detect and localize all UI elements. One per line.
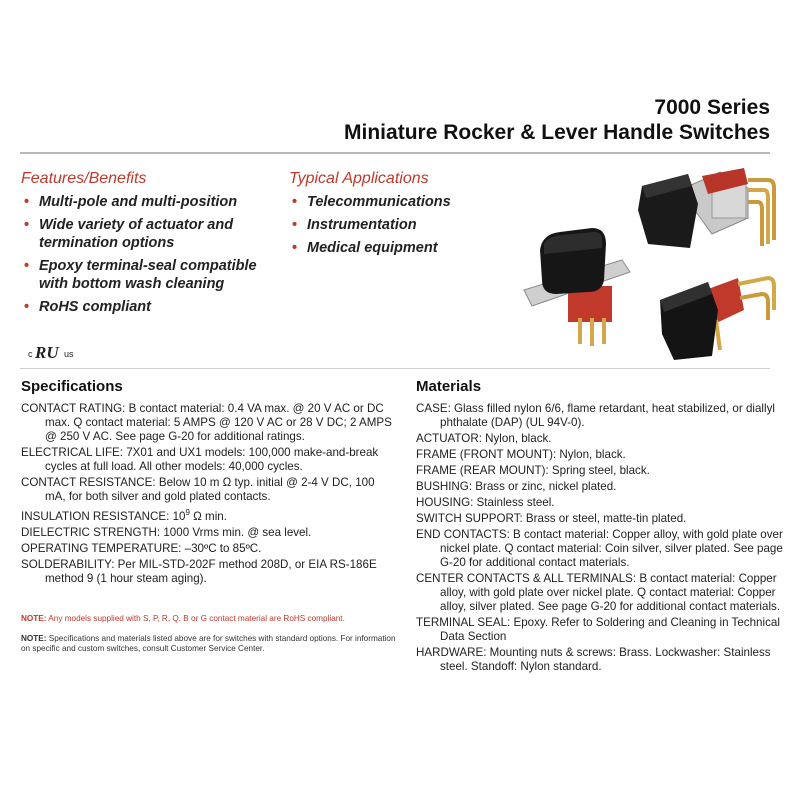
spec-electrical-life: ELECTRICAL LIFE: 7X01 and UX1 models: 100,000 make-and-break cycles at full load. All other models: 40,000 cycles. — [21, 446, 379, 473]
list-item: • RoHS compliant — [24, 299, 151, 315]
specifications-heading: Specifications — [21, 378, 123, 395]
mat-case: CASE: Glass filled nylon 6/6, flame retardant, heat stabilized, or diallyl phthalate (DAP) (UL 94V-0). — [416, 402, 775, 429]
list-item: • Telecommunications — [292, 194, 451, 210]
mat-switch-support: SWITCH SUPPORT: Brass or steel, matte-tin plated. — [416, 512, 687, 525]
spec-operating-temperature: OPERATING TEMPERATURE: –30ºC to 85ºC. — [21, 541, 262, 555]
ul-recognized-icon — [26, 340, 80, 362]
specifications-list — [21, 402, 396, 588]
materials-heading: Materials — [416, 378, 482, 395]
header-divider — [20, 152, 770, 154]
rohs-note: NOTE: Any models supplied with S, P, R, Q, B or G contact material are RoHS compliant. — [21, 614, 345, 623]
spec-contact-resistance: CONTACT RESISTANCE: Below 10 m Ω typ. initial @ 2-4 V DC, 100 mA, for both silver and gold plated contacts. — [21, 476, 375, 503]
cert-c: c — [28, 349, 33, 359]
mat-frame-rear: FRAME (REAR MOUNT): Spring steel, black. — [416, 464, 650, 477]
switch-product-photo — [512, 160, 800, 370]
section-divider — [20, 368, 770, 369]
rocker-switch-c — [660, 278, 774, 360]
spec-solderability: SOLDERABILITY: Per MIL-STD-202F method 208D, or EIA RS-186E method 9 (1 hour steam aging). — [21, 557, 377, 585]
list-item: • Multi-pole and multi-position — [24, 194, 238, 210]
spec-contact-rating: CONTACT RATING: B contact material: 0.4 VA max. @ 20 V AC or DC max. Q contact material: 5 AMPS @ 120 V AC or 28 V DC; 2 AMPS @ 250 V AC. See page G-20 for additional ratings. — [21, 402, 392, 443]
page-title: Miniature Rocker & Lever Handle Switches — [344, 121, 770, 144]
list-item: • Wide variety of actuator and termination options — [24, 217, 234, 251]
rocker-switch-b — [524, 228, 630, 346]
list-item: • Epoxy terminal-seal compatible with bottom wash cleaning — [24, 258, 257, 292]
mat-actuator: ACTUATOR: Nylon, black. — [416, 432, 552, 445]
spec-dielectric-strength: DIELECTRIC STRENGTH: 1000 Vrms min. @ sea level. — [21, 525, 312, 539]
mat-end-contacts: END CONTACTS: B contact material: Copper alloy, with gold plate over nickel plate. Q contact material: Coin silver, silver plated. See page G-20 for additional contact materials. — [416, 528, 783, 569]
applications-heading: Typical Applications — [289, 170, 429, 187]
series-title: 7000 Series — [654, 96, 770, 119]
features-list — [21, 193, 286, 321]
spec-insulation-resistance: INSULATION RESISTANCE: $10^9$ Ω min. — [21, 508, 227, 523]
features-heading: Features/Benefits — [21, 170, 147, 187]
mat-bushing: BUSHING: Brass or zinc, nickel plated. — [416, 480, 617, 493]
materials-list — [416, 402, 796, 676]
cert-ru: RU — [35, 343, 59, 362]
mat-terminal-seal: TERMINAL SEAL: Epoxy. Refer to Soldering and Cleaning in Technical Data Section — [416, 616, 780, 643]
mat-hardware: HARDWARE: Mounting nuts & screws: Brass. Lockwasher: Stainless steel. Standoff: Nylon standard. — [416, 646, 771, 673]
mat-housing: HOUSING: Stainless steel. — [416, 496, 555, 509]
list-item: • Medical equipment — [292, 240, 438, 256]
rocker-switch-a — [638, 168, 774, 248]
standard-options-note: NOTE: Specifications and materials listed above are for switches with standard options. For information on specific and custom switches, consult Customer Service Center. — [21, 634, 396, 653]
mat-center-contacts: CENTER CONTACTS & ALL TERMINALS: B contact material: Copper alloy, with gold plate over nickel plate. Q contact material: Copper alloy, silver plated. See page G-20 for additional contact materials. — [416, 572, 781, 613]
list-item: • Instrumentation — [292, 217, 417, 233]
cert-us: us — [64, 349, 74, 359]
applications-list — [289, 193, 509, 262]
mat-frame-front: FRAME (FRONT MOUNT): Nylon, black. — [416, 448, 626, 461]
